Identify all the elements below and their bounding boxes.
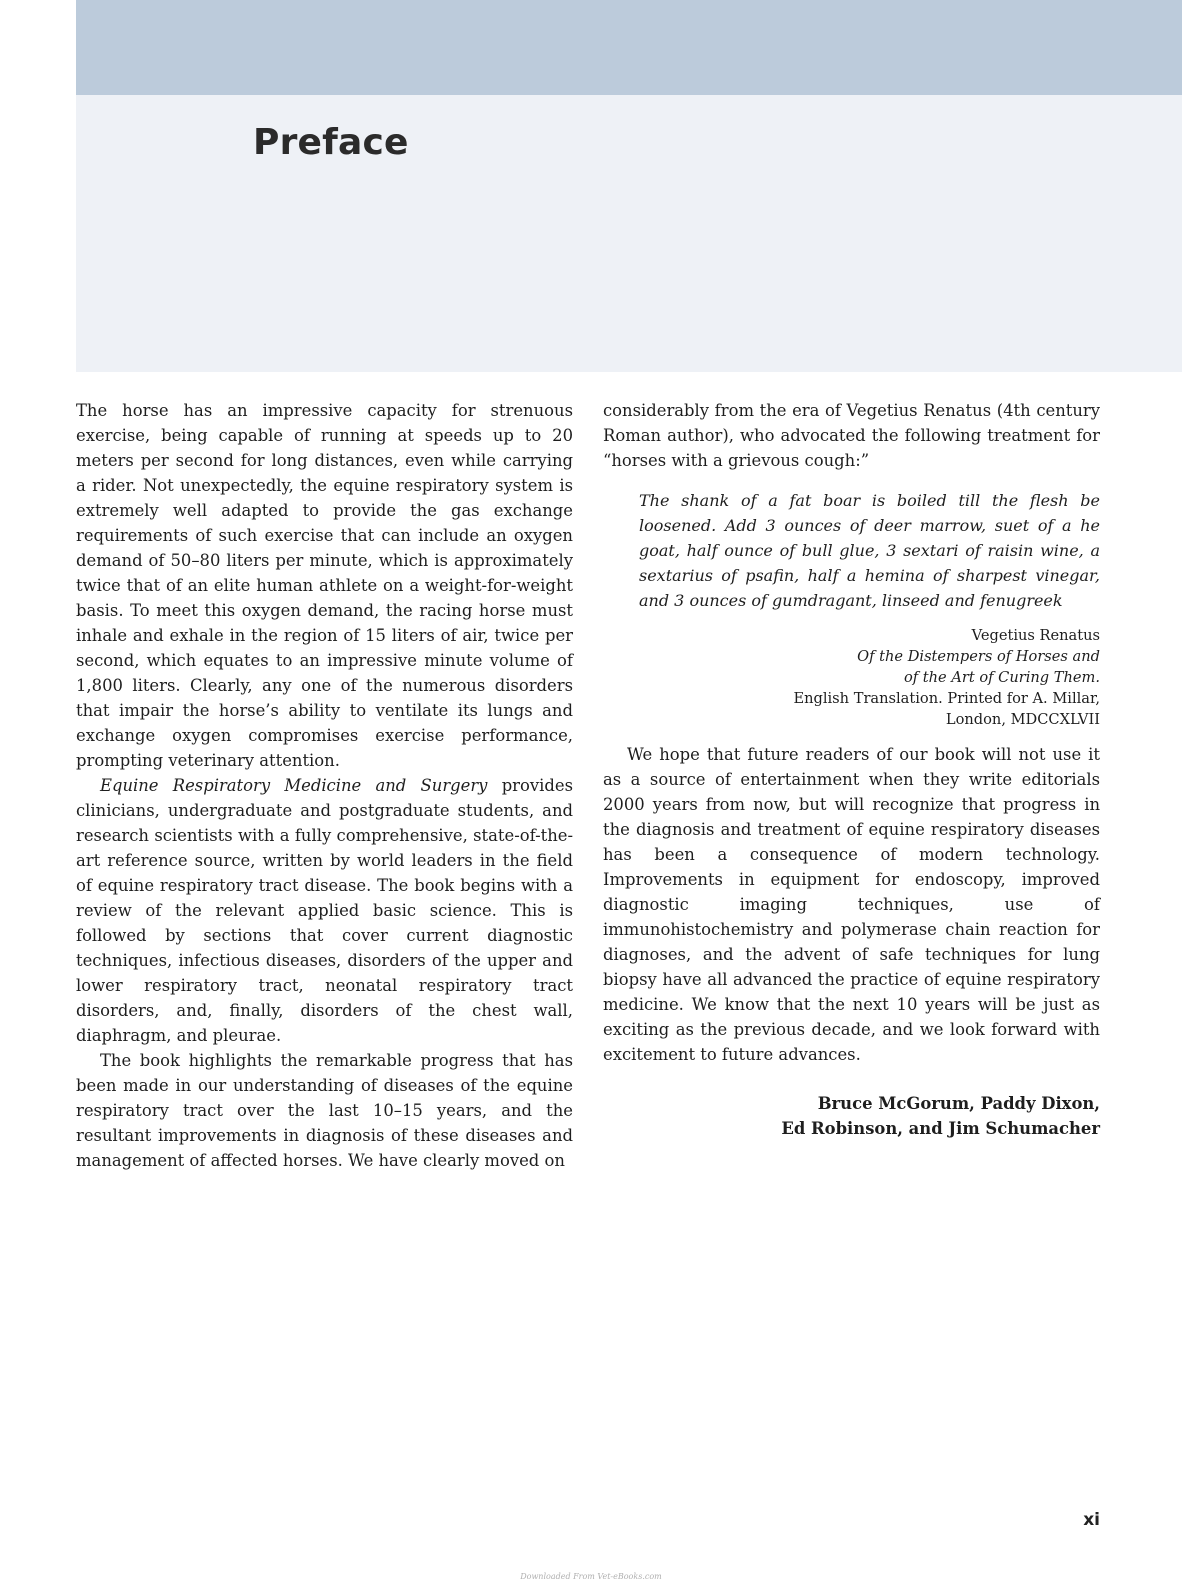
paragraph-vegetius: considerably from the era of Vegetius Renatus (4th century Roman author), who advocated the following treatment for “horses with a grievous cough:” xyxy=(603,401,1100,470)
attribution-work-line2: of the Art of Curing Them. xyxy=(903,669,1100,686)
book-title: Equine Respiratory Medicine and Surgery xyxy=(100,776,488,795)
header-band-light xyxy=(76,95,1182,372)
header-band-top xyxy=(76,0,1182,95)
page-number: xi xyxy=(1083,1510,1100,1530)
attribution-work-line1: Of the Distempers of Horses and xyxy=(857,648,1100,665)
paragraph-book-description xyxy=(76,773,573,1048)
signature-line1: Bruce McGorum, Paddy Dixon, xyxy=(817,1094,1100,1113)
attribution-translation: English Translation. Printed for A. Millar, xyxy=(793,690,1100,707)
page-title: Preface xyxy=(253,122,409,163)
author-signature xyxy=(603,1091,1100,1141)
paragraph-intro: The horse has an impressive capacity for strenuous exercise, being capable of running at speeds up to 20 meters per second for long distances, even while carrying a rider. Not unexpectedly, the equine respiratory system is extremely well adapted to provide the gas exchange requirements of such exercise that can include an oxygen demand of 50–80 liters per minute, which is approximately twice that of an elite human athlete on a weight-for-weight basis. To meet this oxygen demand, the racing horse must inhale and exhale in the region of 15 liters of air, twice per second, which equates to an impressive minute volume of 1,800 liters. Clearly, any one of the numerous disorders that impair the horse’s ability to ventilate its lungs and exchange oxygen compromises exercise performance, prompting veterinary attention. xyxy=(76,401,573,770)
download-watermark: Downloaded From Vet-eBooks.com xyxy=(520,1572,662,1581)
attribution-author: Vegetius Renatus xyxy=(971,627,1100,644)
historical-quote: The shank of a fat boar is boiled till the flesh be loosened. Add 3 ounces of deer marrow, suet of a he goat, half ounce of bull glue, 3 sextari of raisin wine, a sextarius of psafin, half a hemina of sharpest vinegar, and 3 ounces of gumdragant, linseed and fenugreek xyxy=(639,491,1100,610)
signature-line2: Ed Robinson, and Jim Schumacher xyxy=(781,1119,1100,1138)
paragraph-book-description-text: provides clinicians, undergraduate and postgraduate students, and research scientists with a fully comprehensive, state-of-the-art reference source, written by world leaders in the field of equine respiratory tract disease. The book begins with a review of the relevant applied basic science. This is followed by sections that cover current diagnostic techniques, infectious diseases, disorders of the upper and lower respiratory tract, neonatal respiratory tract disorders, and, finally, disorders of the chest wall, diaphragm, and pleurae. xyxy=(76,776,573,1045)
paragraph-future: We hope that future readers of our book will not use it as a source of entertainment when they write editorials 2000 years from now, but will recognize that progress in the diagnosis and treatment of equine respiratory diseases has been a consequence of modern technology. Improvements in equipment for endoscopy, improved diagnostic imaging techniques, use of immunohistochemistry and polymerase chain reaction for diagnoses, and the advent of safe techniques for lung biopsy have all advanced the practice of equine respiratory medicine. We know that the next 10 years will be just as exciting as the previous decade, and we look forward with excitement to future advances. xyxy=(603,745,1100,1064)
right-column xyxy=(603,398,1100,1141)
paragraph-progress: The book highlights the remarkable progress that has been made in our understanding of diseases of the equine respiratory tract over the last 10–15 years, and the resultant improvements in diagnosis of these diseases and management of affected horses. We have clearly moved on xyxy=(76,1051,573,1170)
left-column xyxy=(76,398,573,1173)
quote-attribution xyxy=(603,625,1100,730)
attribution-place-date: London, MDCCXLVII xyxy=(945,711,1100,728)
